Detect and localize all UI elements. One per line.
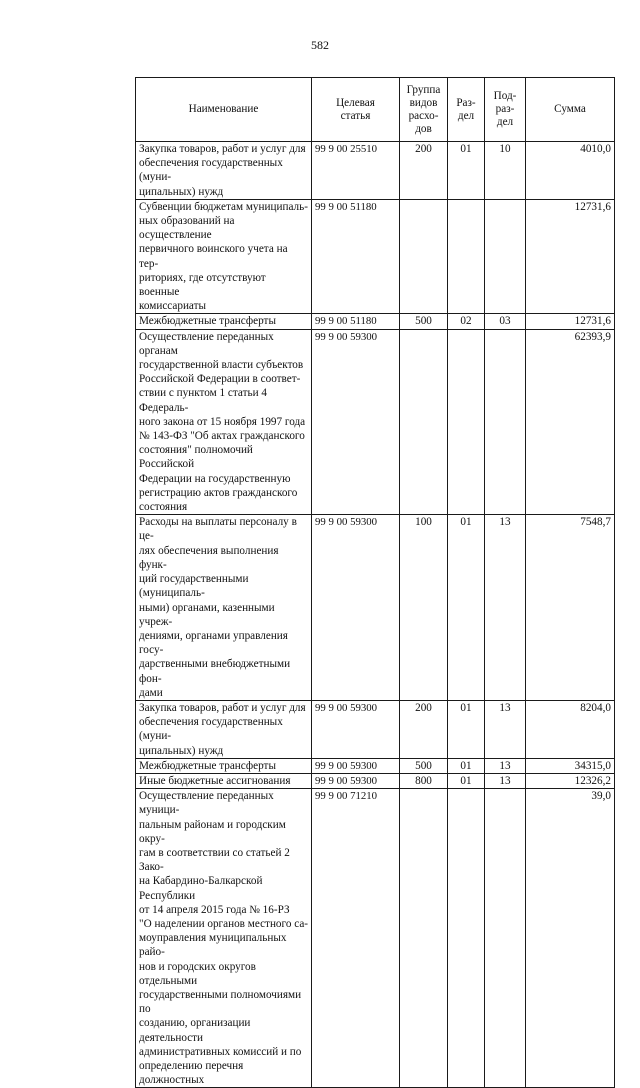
row-section (448, 199, 485, 314)
row-section (448, 789, 485, 1088)
row-name: Иные бюджетные ассигнования (136, 773, 312, 788)
header-target: Целевая статья (312, 78, 400, 142)
row-section: 02 (448, 314, 485, 329)
row-group (400, 199, 448, 314)
row-code: 99 9 00 59300 (312, 773, 400, 788)
row-group (400, 329, 448, 515)
row-name: Расходы на выплаты персоналу в це- лях обеспечения выполнения функ- ций государственными (муниципаль- ными) органами, казенными учреж- дениями, органами управления госу- дарственными внебюджетными фон- дами (136, 515, 312, 701)
row-code: 99 9 00 71210 (312, 789, 400, 1088)
row-name: Осуществление переданных муници- пальным районам и городским окру- гам в соответствии со статьей 2 Зако- на Кабардино-Балкарской Республики от 14 апреля 2015 года № 16-РЗ "О наделении органов местного са- моуправления муниципальных райо- нов и городских округов отдельными государственными полномочиями по созданию, организации деятельности административных комиссий и по определению перечня должностных (136, 789, 312, 1088)
row-code: 99 9 00 59300 (312, 329, 400, 515)
row-section (448, 329, 485, 515)
row-name: Межбюджетные трансферты (136, 758, 312, 773)
page-number: 582 (311, 38, 329, 52)
row-section: 01 (448, 142, 485, 200)
row-amount: 34315,0 (526, 758, 615, 773)
header-amount: Сумма (526, 78, 615, 142)
row-amount: 12731,6 (526, 314, 615, 329)
row-subsection (485, 199, 526, 314)
row-section: 01 (448, 700, 485, 758)
header-group: Группа видов расхо- дов (400, 78, 448, 142)
row-section: 01 (448, 758, 485, 773)
row-code: 99 9 00 51180 (312, 199, 400, 314)
table-row (136, 142, 615, 200)
row-group: 800 (400, 773, 448, 788)
row-amount: 4010,0 (526, 142, 615, 200)
row-name: Закупка товаров, работ и услуг для обеспечения государственных (муни- ципальных) нужд (136, 142, 312, 200)
table-row (136, 773, 615, 788)
row-subsection: 10 (485, 142, 526, 200)
row-section: 01 (448, 515, 485, 701)
header-subsection: Под- раз- дел (485, 78, 526, 142)
row-subsection: 13 (485, 773, 526, 788)
table-row (136, 758, 615, 773)
row-code: 99 9 00 59300 (312, 515, 400, 701)
row-code: 99 9 00 51180 (312, 314, 400, 329)
table-row (136, 789, 615, 1088)
row-code: 99 9 00 59300 (312, 700, 400, 758)
row-section: 01 (448, 773, 485, 788)
row-subsection (485, 329, 526, 515)
row-group: 200 (400, 700, 448, 758)
row-code: 99 9 00 25510 (312, 142, 400, 200)
row-subsection: 03 (485, 314, 526, 329)
row-group: 100 (400, 515, 448, 701)
table-row (136, 199, 615, 314)
table-row (136, 515, 615, 701)
header-name: Наименование (136, 78, 312, 142)
row-group (400, 789, 448, 1088)
table-row (136, 314, 615, 329)
row-subsection: 13 (485, 758, 526, 773)
row-name: Осуществление переданных органам государственной власти субъектов Российской Федерации в соответ- ствии с пунктом 1 статьи 4 Федераль- ного закона от 15 ноября 1997 года № 143-ФЗ "Об актах гражданского состояния" полномочий Российской Федерации на государственную регистрацию актов гражданского состояния (136, 329, 312, 515)
row-name: Субвенции бюджетам муниципаль- ных образований на осуществление первичного воинского учета на тер- риториях, где отсутствуют военные комиссариаты (136, 199, 312, 314)
table-row (136, 700, 615, 758)
row-group: 200 (400, 142, 448, 200)
header-section: Раз- дел (448, 78, 485, 142)
row-group: 500 (400, 758, 448, 773)
row-amount: 8204,0 (526, 700, 615, 758)
row-subsection: 13 (485, 515, 526, 701)
row-group: 500 (400, 314, 448, 329)
table-row (136, 329, 615, 515)
row-amount: 12326,2 (526, 773, 615, 788)
row-amount: 62393,9 (526, 329, 615, 515)
budget-table (135, 77, 615, 1088)
row-amount: 12731,6 (526, 199, 615, 314)
row-subsection (485, 789, 526, 1088)
row-name: Закупка товаров, работ и услуг для обеспечения государственных (муни- ципальных) нужд (136, 700, 312, 758)
row-code: 99 9 00 59300 (312, 758, 400, 773)
row-amount: 39,0 (526, 789, 615, 1088)
row-subsection: 13 (485, 700, 526, 758)
table-header-row (136, 78, 615, 142)
row-amount: 7548,7 (526, 515, 615, 701)
row-name: Межбюджетные трансферты (136, 314, 312, 329)
